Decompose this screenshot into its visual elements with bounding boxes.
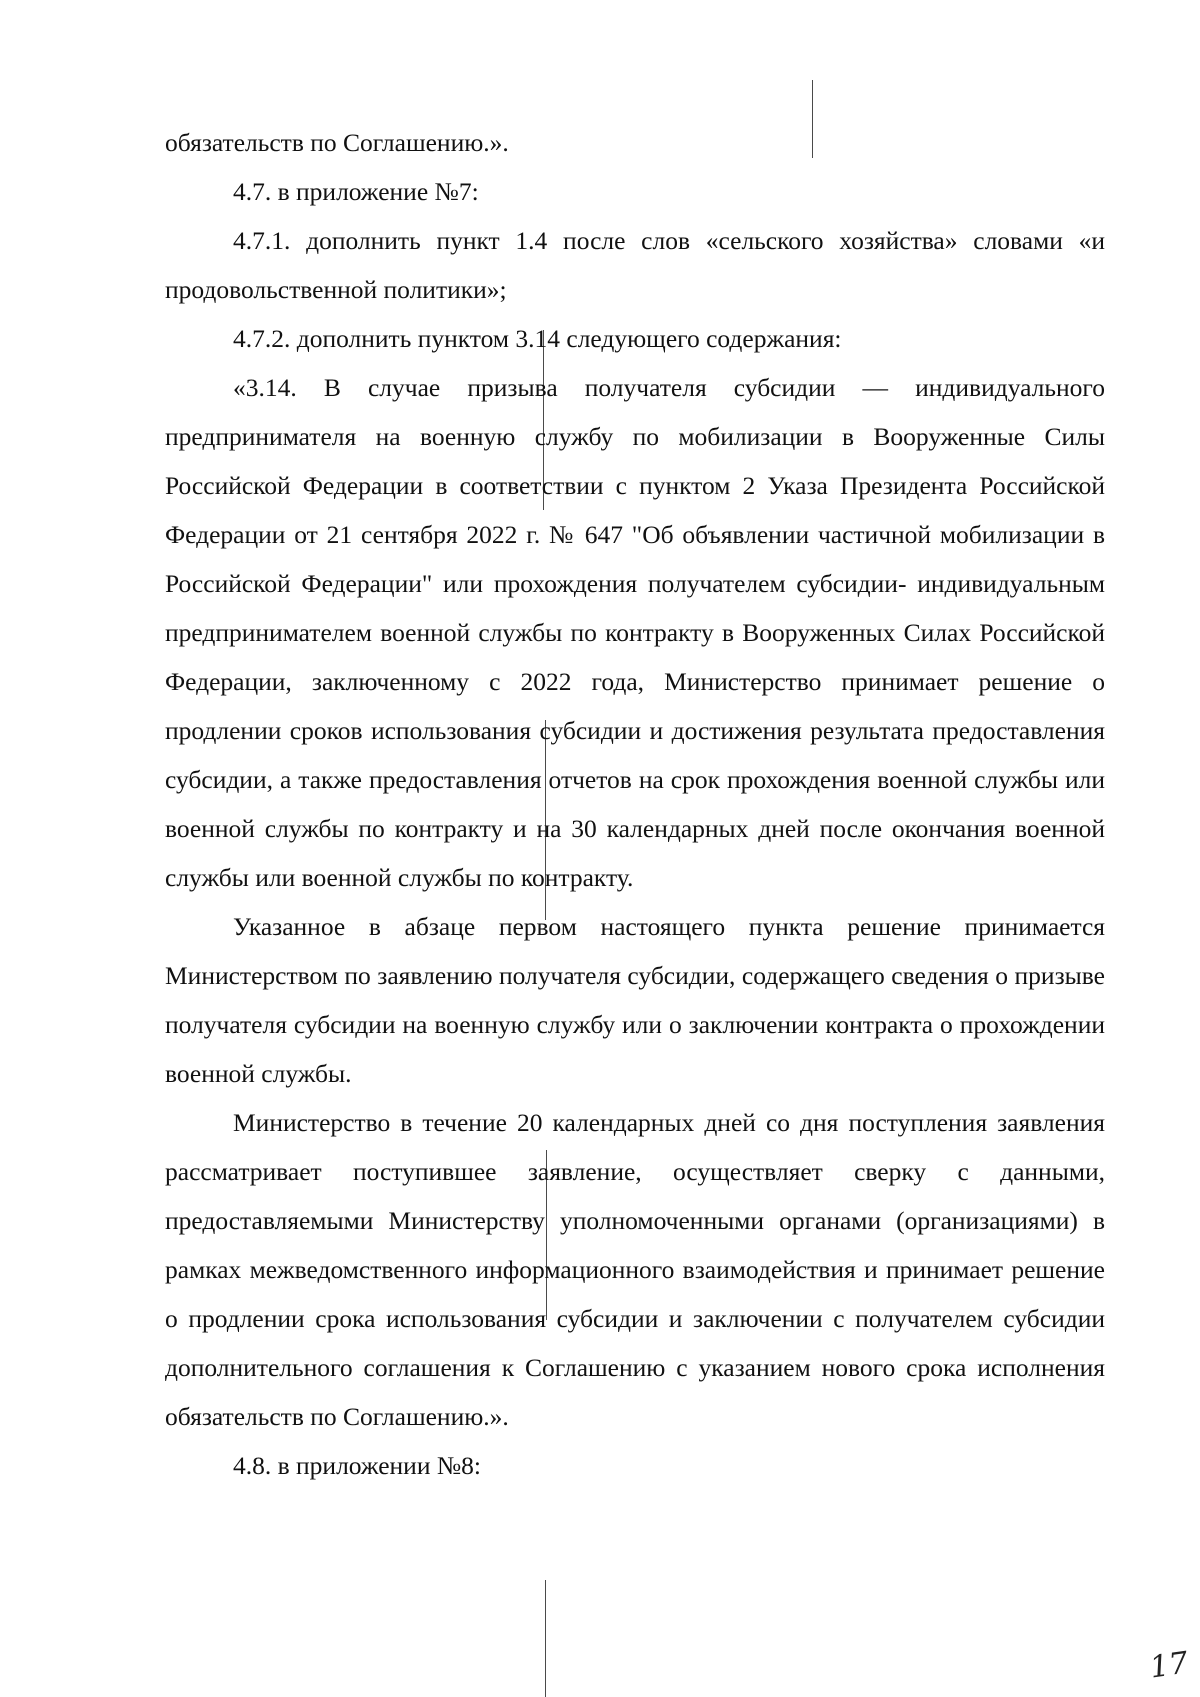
paragraph-continuation: обязательств по Соглашению.». bbox=[165, 128, 509, 157]
page-number: 17 bbox=[1147, 1645, 1191, 1686]
scan-artifact-line bbox=[545, 1580, 546, 1697]
paragraph-clause-3-14: «3.14. В случае призыва получателя субсидии — индивидуального предпринимателя на военную службу по мобилизации в Вооруженные Силы Российской Федерации в соответствии с пунктом 2 Указа Президента Российской Федерации от 21 сентября 2022 г. № 647 "Об объявлении частичной мобилизации в Российской Федерации" или прохождения получателем субсидии- индивидуальным предпринимателем военной службы по контракту в Вооруженных Силах Российской Федерации, заключенному с 2022 года, Министерство принимает решение о продлении сроков использования субсидии и достижения результата предоставления субсидии, а также предоставления отчетов на срок прохождения военной службы или военной службы по контракту и на 30 календарных дней после окончания военной службы или военной службы по контракту. bbox=[165, 373, 1105, 892]
paragraph-item-4-7: 4.7. в приложение №7: bbox=[233, 177, 479, 206]
paragraph-item-4-8: 4.8. в приложении №8: bbox=[233, 1451, 482, 1480]
paragraph-decision-basis: Указанное в абзаце первом настоящего пункта решение принимается Министерством по заявлению получателя субсидии, содержащего сведения о призыве получателя субсидии на военную службу или о заключении контракта о прохождении военной службы. bbox=[165, 912, 1105, 1088]
paragraph-review-procedure: Министерство в течение 20 календарных дней со дня поступления заявления рассматривает поступившее заявление, осуществляет сверку с данными, предоставляемыми Министерству уполномоченными органами (организациями) в рамках межведомственного информационного взаимодействия и принимает решение о продлении срока использования субсидии и заключении с получателем субсидии дополнительного соглашения к Соглашению с указанием нового срока исполнения обязательств по Соглашению.». bbox=[165, 1108, 1105, 1431]
document-body bbox=[165, 118, 1105, 1490]
paragraph-item-4-7-1: 4.7.1. дополнить пункт 1.4 после слов «сельского хозяйства» словами «и продовольственной политики»; bbox=[165, 226, 1105, 304]
paragraph-item-4-7-2: 4.7.2. дополнить пунктом 3.14 следующего содержания: bbox=[233, 324, 842, 353]
